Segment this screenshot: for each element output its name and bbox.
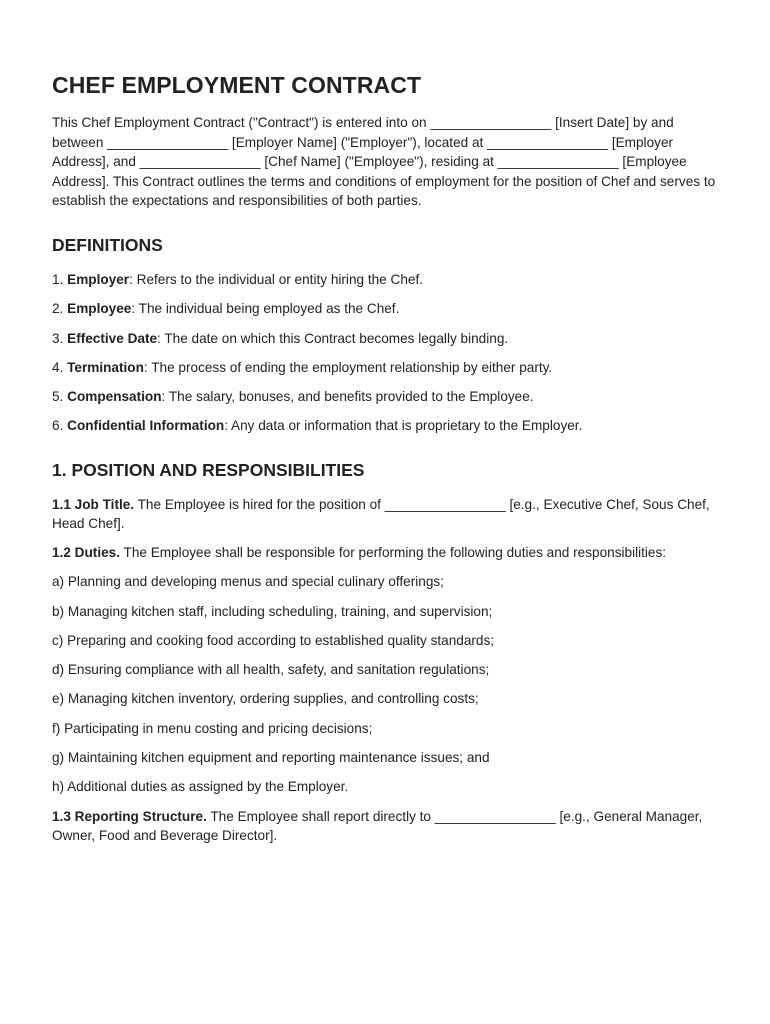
definition-term: Termination xyxy=(67,359,144,375)
definition-item: 5. Compensation: The salary, bonuses, and benefits provided to the Employee. xyxy=(52,389,534,405)
section-spacer xyxy=(52,446,720,458)
document-title: CHEF EMPLOYMENT CONTRACT xyxy=(52,72,422,98)
definition-item: 1. Employer: Refers to the individual or entity hiring the Chef. xyxy=(52,271,424,287)
duty-item: d) Ensuring compliance with all health, safety, and sanitation regulations; xyxy=(52,662,490,678)
duty-item: e) Managing kitchen inventory, ordering supplies, and controlling costs; xyxy=(52,691,479,707)
clause-label: 1.1 Job Title. xyxy=(52,496,135,512)
definition-term: Employer xyxy=(67,271,130,287)
clause-reporting-structure: 1.3 Reporting Structure. The Employee shall report directly to ________________ [e.g., General Manager, Owner, Food and Beverage Director]. xyxy=(52,808,703,844)
definitions-heading: DEFINITIONS xyxy=(52,234,163,255)
document-body xyxy=(52,70,720,855)
section-1-heading: 1. POSITION AND RESPONSIBILITIES xyxy=(52,459,365,480)
definition-item: 4. Termination: The process of ending the employment relationship by either party. xyxy=(52,359,553,375)
duty-item: g) Maintaining kitchen equipment and reporting maintenance issues; and xyxy=(52,750,490,766)
duty-item: f) Participating in menu costing and pricing decisions; xyxy=(52,720,373,736)
definition-term: Effective Date xyxy=(67,330,158,346)
clause-label: 1.2 Duties. xyxy=(52,545,120,561)
intro-paragraph: This Chef Employment Contract ("Contract") is entered into on ________________ [Insert Date] by and between ________________ [Employer Name] ("Employer"), located at ________________ [Employer Address], and ________________ [Chef Name] ("Employee"), residing at ________________ [Employee Address]. This Contract outlines the terms and conditions of employment for the position of Chef and serves to establish the expectations and responsibilities of both parties. xyxy=(52,115,716,209)
duty-item: h) Additional duties as assigned by the Employer. xyxy=(52,779,349,795)
duty-item: c) Preparing and cooking food according to established quality standards; xyxy=(52,632,495,648)
clause-duties: 1.2 Duties. The Employee shall be responsible for performing the following duties and responsibilities: xyxy=(52,545,667,561)
definition-item: 2. Employee: The individual being employed as the Chef. xyxy=(52,301,400,317)
definition-term: Compensation xyxy=(67,389,162,405)
duty-item: a) Planning and developing menus and special culinary offerings; xyxy=(52,574,444,590)
definition-item: 6. Confidential Information: Any data or information that is proprietary to the Employer. xyxy=(52,418,583,434)
definition-item: 3. Effective Date: The date on which this Contract becomes legally binding. xyxy=(52,330,509,346)
clause-job-title: 1.1 Job Title. The Employee is hired for the position of ________________ [e.g., Executive Chef, Sous Chef, Head Chef]. xyxy=(52,496,710,532)
clause-label: 1.3 Reporting Structure. xyxy=(52,808,207,824)
duty-item: b) Managing kitchen staff, including scheduling, training, and supervision; xyxy=(52,603,493,619)
definition-term: Employee xyxy=(67,301,132,317)
definition-term: Confidential Information xyxy=(67,418,225,434)
